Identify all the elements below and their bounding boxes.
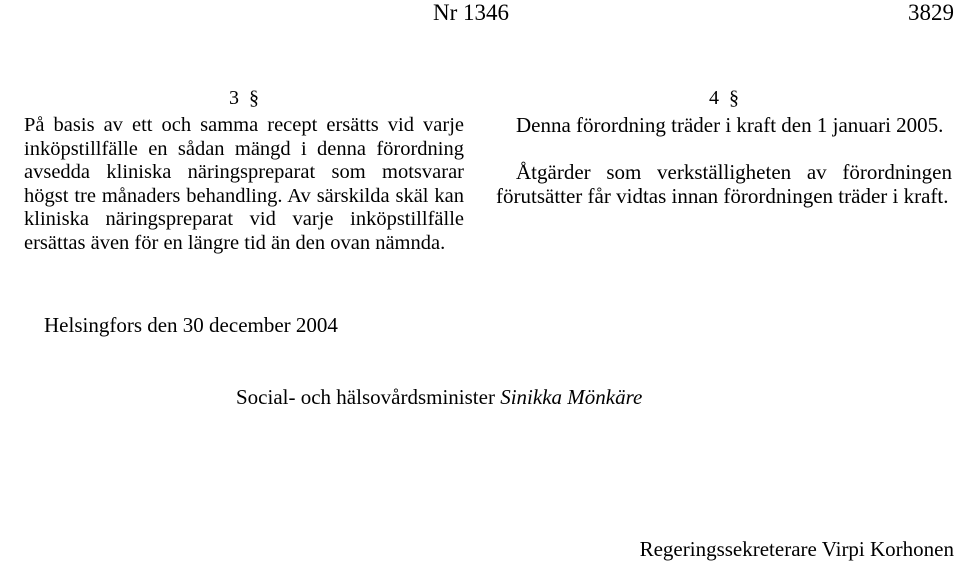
section-3-heading bbox=[24, 87, 464, 110]
section-symbol: § bbox=[729, 87, 739, 109]
section-4-paragraph-1: Denna förordning träder i kraft den 1 januari 2005. bbox=[516, 113, 944, 137]
countersignature: Regeringssekreterare Virpi Korhonen bbox=[639, 537, 954, 561]
place-date: Helsingfors den 30 december 2004 bbox=[44, 313, 338, 337]
section-number: 4 bbox=[709, 87, 719, 109]
section-4-paragraph-2: Åtgärder som verkställigheten av förordningen förutsätter får vidtas innan förordningen träder i kraft. bbox=[496, 160, 952, 208]
section-symbol: § bbox=[249, 87, 259, 109]
section-number: 3 bbox=[229, 87, 239, 109]
statute-number: Nr 1346 bbox=[433, 0, 510, 25]
minister-name: Sinikka Mönkäre bbox=[500, 385, 643, 409]
minister-signature bbox=[236, 385, 642, 410]
section-4-heading bbox=[496, 87, 952, 110]
minister-title: Social- och hälsovårdsminister bbox=[236, 385, 495, 409]
page-number: 3829 bbox=[908, 0, 954, 25]
section-3-paragraph: På basis av ett och samma recept ersätts vid varje inköpstillfälle en sådan mängd i denna förordning avsedda kliniska näringspreparat som motsvarar högst tre månaders behandling. Av särskilda skäl kan kliniska näringspreparat vid varje inköpstillfälle ersättas även för en längre tid än den ovan nämnda. bbox=[24, 114, 464, 254]
